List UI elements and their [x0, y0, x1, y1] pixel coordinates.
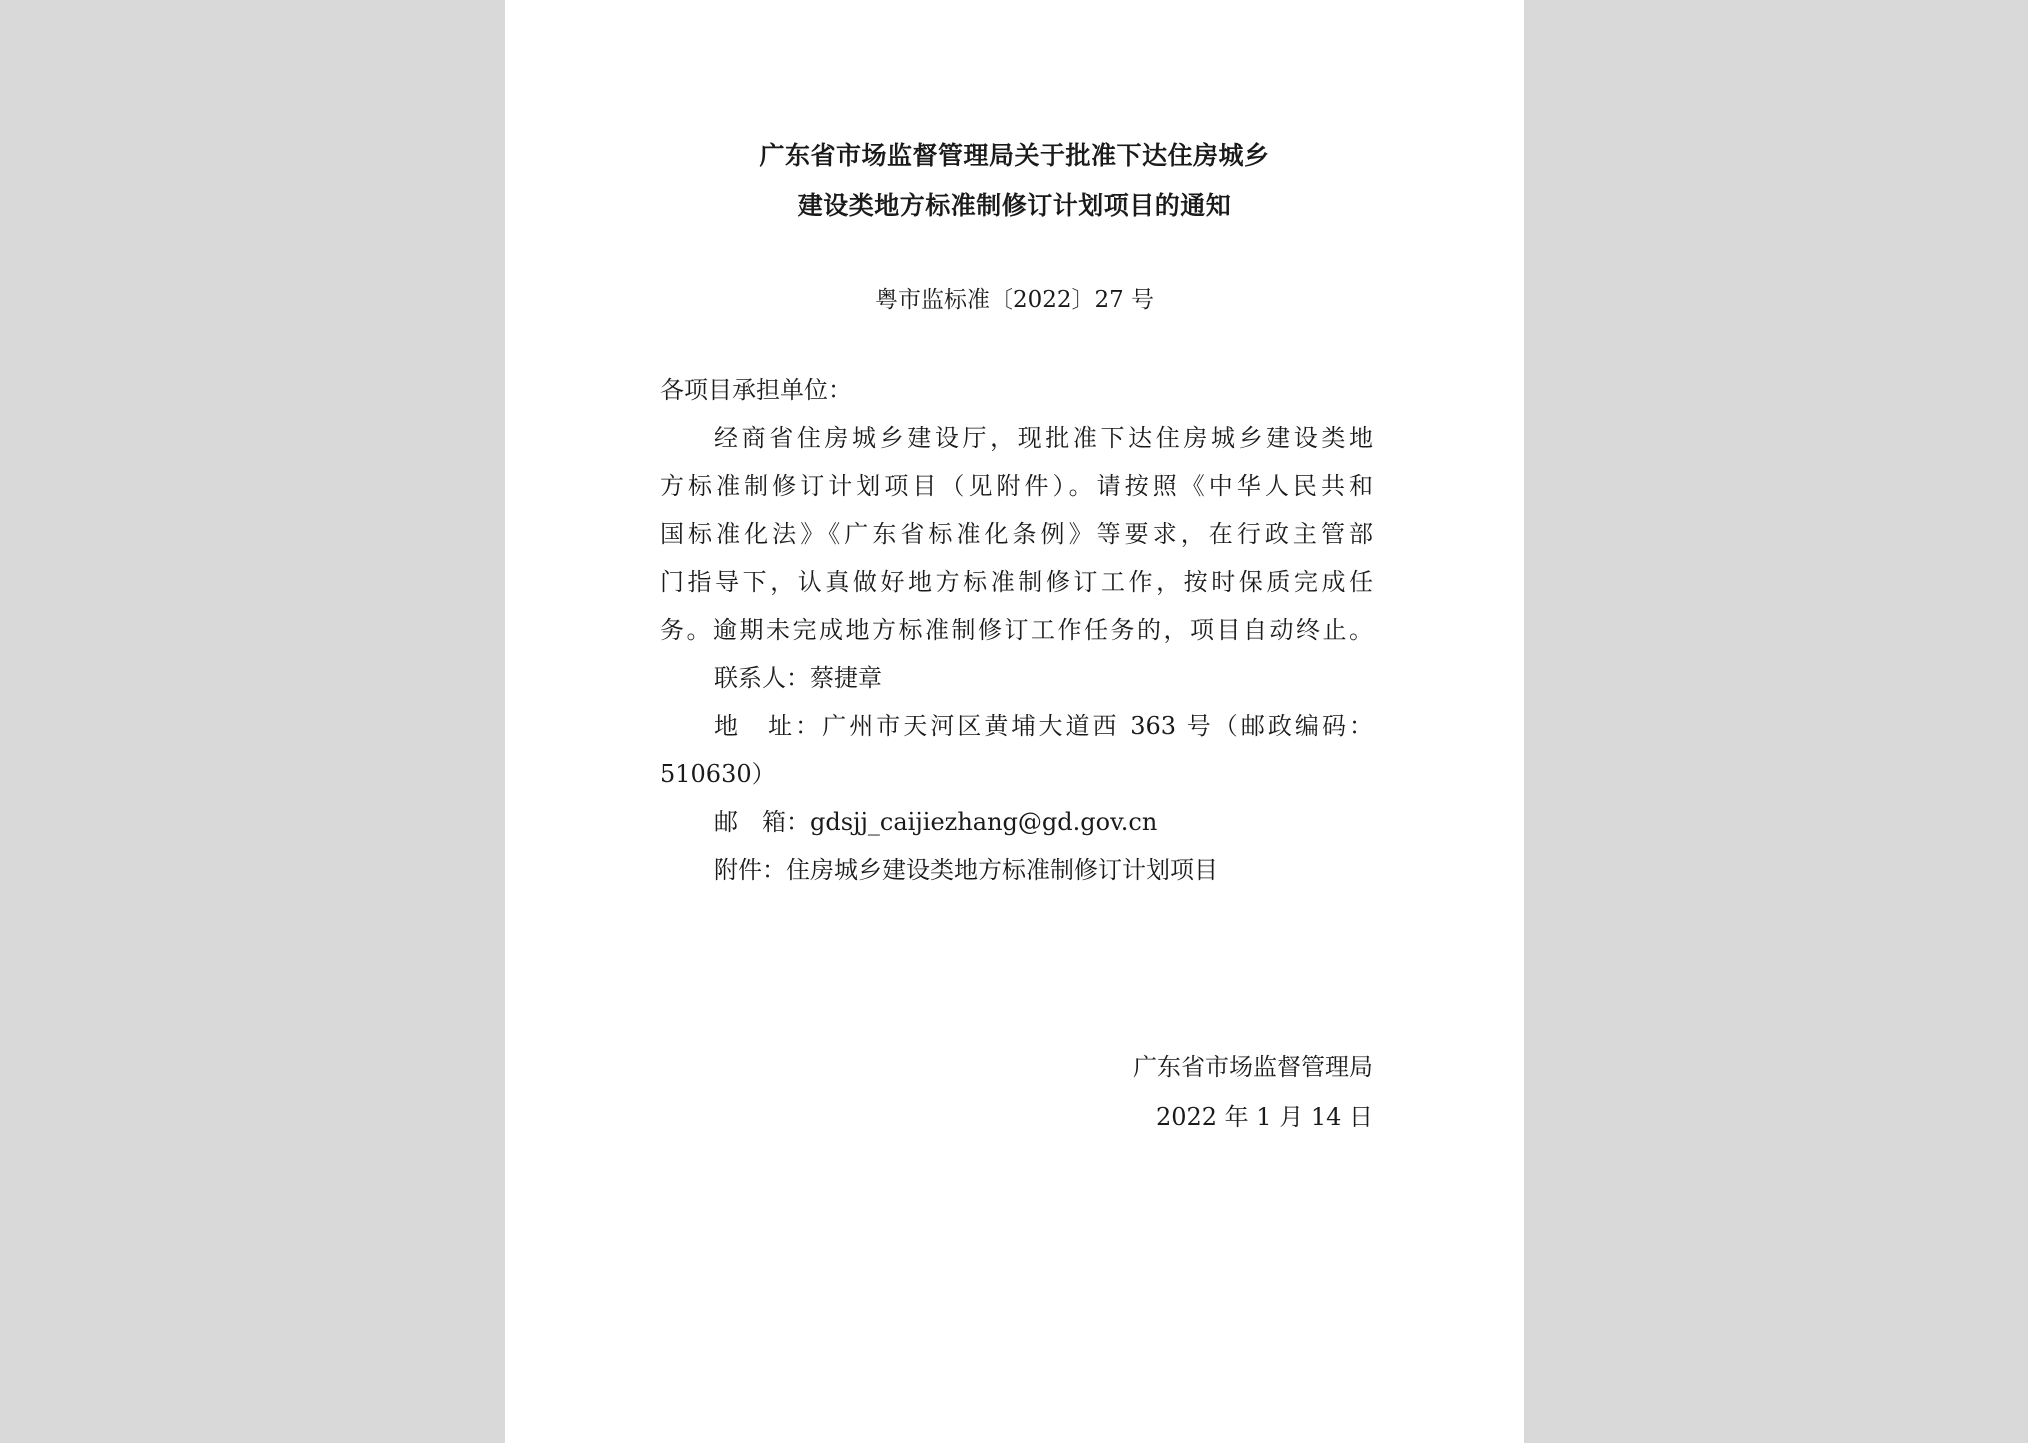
signature-organization: 广东省市场监督管理局: [1133, 1053, 1373, 1081]
address-line-1: 地 址：广州市天河区黄埔大道西 363 号（邮政编码：: [714, 712, 1373, 740]
body-line-4: 门指导下，认真做好地方标准制修订工作，按时保质完成任: [660, 568, 1373, 596]
contact-line: 联系人：蔡捷章: [714, 664, 882, 692]
document-title-line2: 建设类地方标准制修订计划项目的通知: [797, 191, 1232, 220]
signature-date: 2022 年 1 月 14 日: [1155, 1103, 1373, 1131]
document-page: [505, 0, 1524, 1443]
address-line-2: 510630）: [660, 760, 776, 788]
document-title-line1: 广东省市场监督管理局关于批准下达住房城乡: [759, 141, 1270, 170]
body-line-1: 经商省住房城乡建设厅，现批准下达住房城乡建设类地: [714, 424, 1373, 452]
body-line-5: 务。逾期未完成地方标准制修订工作任务的，项目自动终止。: [660, 616, 1373, 644]
body-line-3: 国标准化法》《广东省标准化条例》等要求，在行政主管部: [660, 520, 1373, 548]
salutation: 各项目承担单位：: [660, 376, 852, 404]
email-line: 邮 箱：gdsjj_caijiezhang@gd.gov.cn: [714, 808, 1158, 836]
attachment-line: 附件：住房城乡建设类地方标准制修订计划项目: [714, 856, 1218, 884]
body-line-2: 方标准制修订计划项目（见附件）。请按照《中华人民共和: [660, 472, 1373, 500]
document-number: 粤市监标准〔2022〕27 号: [874, 287, 1155, 313]
